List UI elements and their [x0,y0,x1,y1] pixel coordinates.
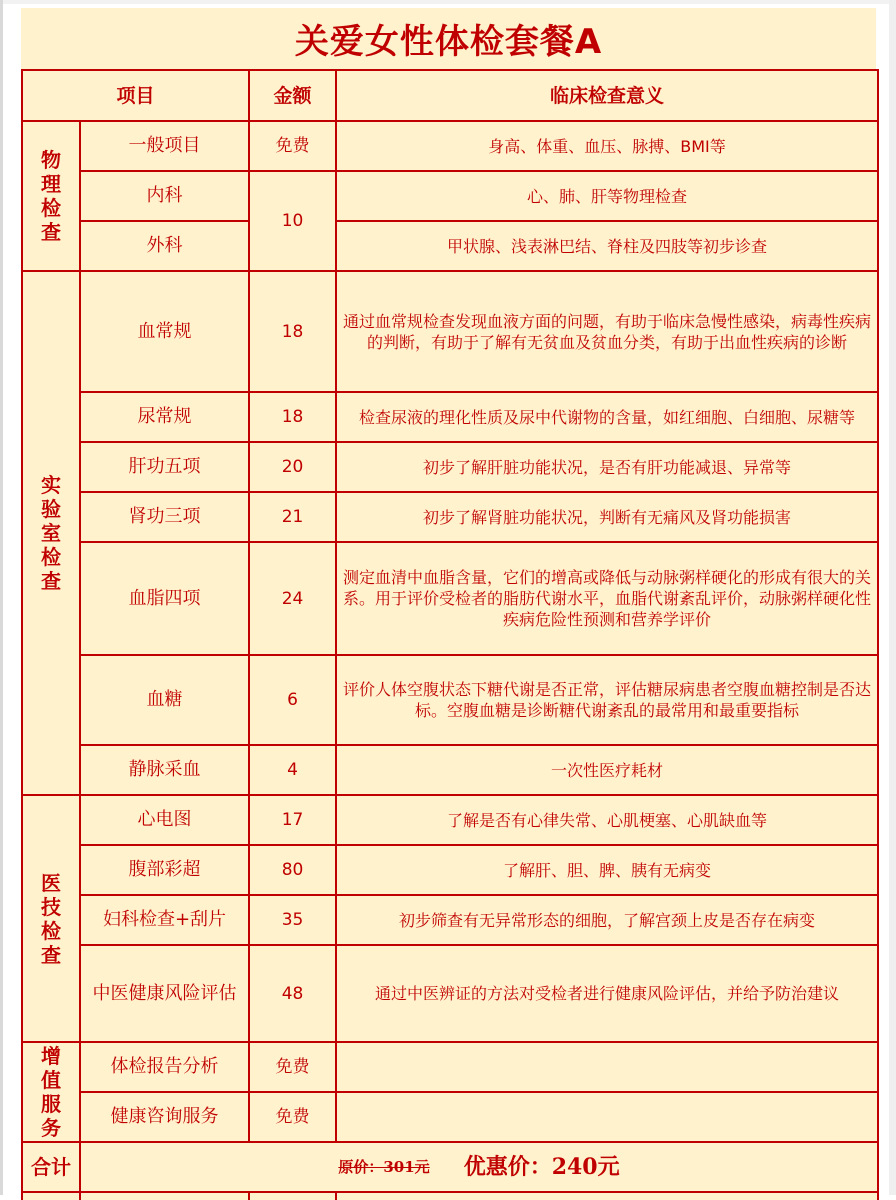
item-desc: 通过血常规检查发现血液方面的问题，有助于临床急慢性感染，病毒性疾病的判断，有助于了解有无贫血及贫血分类，有助于出血性疾病的诊断 [336,271,878,392]
table-row [22,845,878,895]
window-left-edge [0,0,3,1195]
item-price: 18 [249,392,336,442]
item-desc [336,1042,878,1092]
table-row [22,392,878,442]
table-row [22,492,878,542]
cutoff-cell [22,1192,80,1200]
table-row [22,271,878,392]
table-row [22,1092,878,1142]
header-amount: 金额 [249,70,336,121]
package-sheet [21,8,876,1195]
total-row [22,1142,878,1192]
table-row [22,945,878,1042]
item-name: 妇科检查+刮片 [80,895,249,945]
header-meaning: 临床检查意义 [336,70,878,121]
item-name: 外科 [80,221,249,271]
total-prices [80,1142,878,1192]
table-row [22,442,878,492]
item-price: 21 [249,492,336,542]
table-row [22,1042,878,1092]
item-desc: 一次性医疗耗材 [336,745,878,795]
item-name: 血糖 [80,655,249,745]
item-name: 肾功三项 [80,492,249,542]
item-desc: 评价人体空腹状态下糖代谢是否正常，评估糖尿病患者空腹血糖控制是否达标。空腹血糖是诊断糖代谢紊乱的最常用和最重要指标 [336,655,878,745]
item-price: 35 [249,895,336,945]
cutoff-cell [80,1192,249,1200]
item-desc [336,1092,878,1142]
item-price: 17 [249,795,336,845]
original-price: 原价：301元 [338,1158,430,1176]
cutoff-cell [249,1192,336,1200]
item-price: 6 [249,655,336,745]
table-row [22,542,878,655]
cutoff-row [22,1192,878,1200]
item-desc: 甲状腺、浅表淋巴结、脊柱及四肢等初步诊查 [336,221,878,271]
cutoff-cell [336,1192,878,1200]
item-name: 中医健康风险评估 [80,945,249,1042]
item-name: 血脂四项 [80,542,249,655]
item-price: 免费 [249,1092,336,1142]
item-desc: 初步了解肝脏功能状况，是否有肝功能减退、异常等 [336,442,878,492]
category-tech: 医技检查 [22,795,80,1042]
item-desc: 测定血清中血脂含量，它们的增高或降低与动脉粥样硬化的形成有很大的关系。用于评价受检者的脂肪代谢水平，血脂代谢紊乱评价，动脉粥样硬化性疾病危险性预测和营养学评价 [336,542,878,655]
item-desc: 初步了解肾脏功能状况，判断有无痛风及肾功能损害 [336,492,878,542]
table-row [22,795,878,845]
item-name: 健康咨询服务 [80,1092,249,1142]
item-desc: 初步筛查有无异常形态的细胞，了解宫颈上皮是否存在病变 [336,895,878,945]
total-label: 合计 [22,1142,80,1192]
item-desc: 了解肝、胆、脾、胰有无病变 [336,845,878,895]
table-row [22,171,878,221]
table-row [22,895,878,945]
table-row [22,655,878,745]
item-price: 48 [249,945,336,1042]
item-desc: 心、肺、肝等物理检查 [336,171,878,221]
item-name: 一般项目 [80,121,249,171]
item-name: 尿常规 [80,392,249,442]
item-desc: 了解是否有心律失常、心肌梗塞、心肌缺血等 [336,795,878,845]
item-price: 20 [249,442,336,492]
item-name: 静脉采血 [80,745,249,795]
item-desc: 通过中医辨证的方法对受检者进行健康风险评估，并给予防治建议 [336,945,878,1042]
item-price: 免费 [249,121,336,171]
item-desc: 检查尿液的理化性质及尿中代谢物的含量，如红细胞、白细胞、尿糖等 [336,392,878,442]
item-name: 心电图 [80,795,249,845]
table-row [22,221,878,271]
item-name: 血常规 [80,271,249,392]
category-value-added: 增值服务 [22,1042,80,1142]
item-price: 24 [249,542,336,655]
discount-price: 优惠价：240元 [463,1154,620,1180]
item-name: 腹部彩超 [80,845,249,895]
item-name: 内科 [80,171,249,221]
item-name: 肝功五项 [80,442,249,492]
item-price: 免费 [249,1042,336,1092]
table-row [22,121,878,171]
item-desc: 身高、体重、血压、脉搏、BMI等 [336,121,878,171]
category-physical: 物理检查 [22,121,80,271]
window-top-edge [0,0,896,4]
item-price: 10 [249,171,336,271]
item-price: 80 [249,845,336,895]
item-price: 18 [249,271,336,392]
table-row [22,745,878,795]
item-price: 4 [249,745,336,795]
category-lab: 实验室检查 [22,271,80,795]
page-title: 关爱女性体检套餐A [294,22,603,62]
window-right-edge [889,0,896,1195]
item-name: 体检报告分析 [80,1042,249,1092]
header-item: 项目 [22,70,249,121]
package-table [21,69,879,1200]
table-header-row [22,70,878,121]
